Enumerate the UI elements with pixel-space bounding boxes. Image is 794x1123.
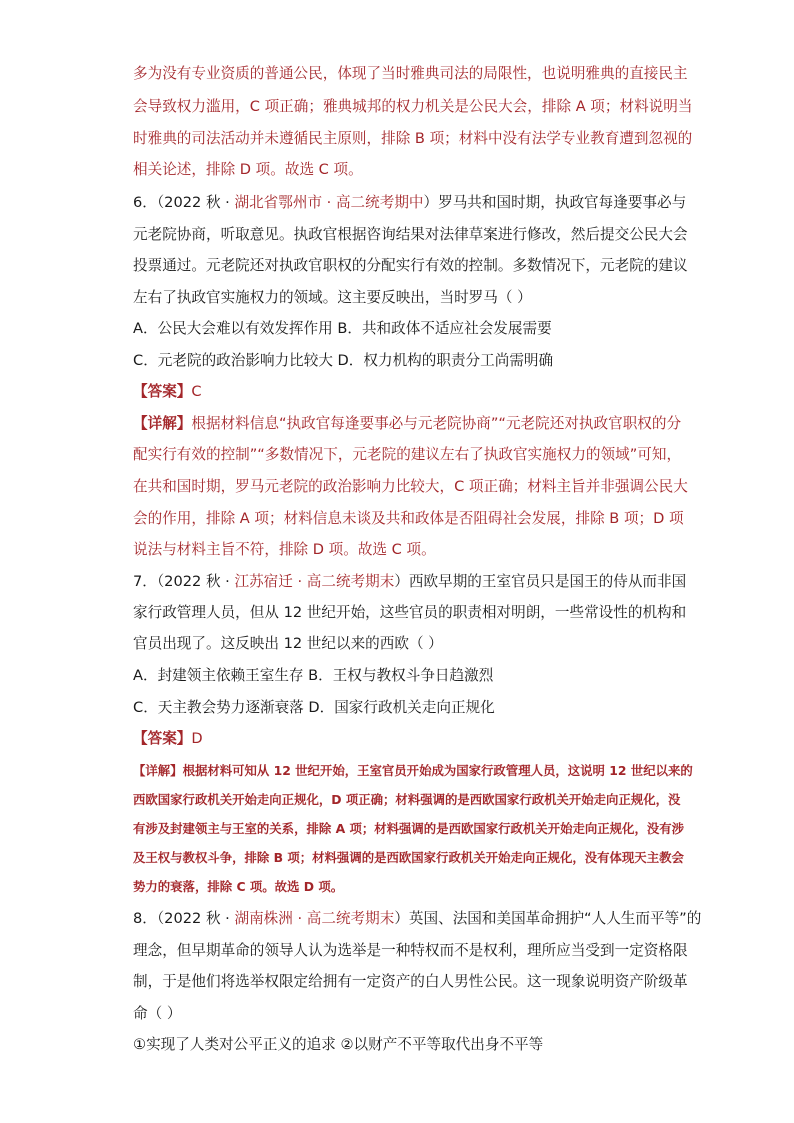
question-8-stem: 8．（2022 秋 · 湖南株洲 · 高二统考期末）英国、法国和美国革命拥护“人人生而平等”的 <box>133 910 702 927</box>
option-line: A．封建领主依赖王室生存 B．王权与教权斗争日趋激烈 <box>133 667 494 684</box>
question-source: 湖南株洲 · 高二统考期末 <box>234 910 395 927</box>
text-line: 会的作用，排除 A 项；材料信息未谈及共和政体是否阻碍社会发展，排除 B 项；D 项 <box>133 510 684 527</box>
question-source: 湖北省鄂州市 · 高二统考期中 <box>234 194 424 211</box>
text-line: 有涉及封建领主与王室的关系，排除 A 项；材料强调的是西欧国家行政机关开始走向正规化，没有涉 <box>133 821 685 836</box>
text-line: 在共和国时期，罗马元老院的政治影响力比较大，C 项正确；材料主旨并非强调公民大 <box>133 478 688 495</box>
text-line: 家行政管理人员，但从 12 世纪开始，这些官员的职责相对明朗，一些常设性的机构和 <box>133 604 687 621</box>
text-line: 命（ ） <box>133 1005 182 1022</box>
answer-line: 【答案】D <box>133 730 203 747</box>
text-line: 相关论述，排除 D 项。故选 C 项。 <box>133 161 363 178</box>
answer-line: 【答案】C <box>133 383 202 400</box>
question-6-stem: 6．（2022 秋 · 湖北省鄂州市 · 高二统考期中）罗马共和国时期，执政官每逢要事必与 <box>133 194 687 211</box>
text-line: 理念，但早期革命的领导人认为选举是一种特权而不是权利，理所应当受到一定资格限 <box>133 942 688 959</box>
option-line: C．天主教会势力逐渐衰落 D．国家行政机关走向正规化 <box>133 699 495 716</box>
text-line: 官员出现了。这反映出 12 世纪以来的西欧（ ） <box>133 635 443 652</box>
question-source: 江苏宿迁 · 高二统考期末 <box>234 573 395 590</box>
text-line: 左右了执政官实施权力的领域。这主要反映出，当时罗马（ ） <box>133 289 532 306</box>
text-line: 及王权与教权斗争，排除 B 项；材料强调的是西欧国家行政机关开始走向正规化，没有体现天主教会 <box>133 850 684 865</box>
option-line: A．公民大会难以有效发挥作用 B．共和政体不适应社会发展需要 <box>133 320 552 337</box>
question-7-stem: 7．（2022 秋 · 江苏宿迁 · 高二统考期末）西欧早期的王室官员只是国王的侍从而非国 <box>133 573 687 590</box>
text-line: 多为没有专业资质的普通公民，体现了当时雅典司法的局限性，也说明雅典的直接民主 <box>133 65 688 82</box>
text-line: 势力的衰落，排除 C 项。故选 D 项。 <box>133 879 344 894</box>
option-line: ①实现了人类对公平正义的追求 ②以财产不平等取代出身不平等 <box>133 1036 544 1053</box>
text-line: 会导致权力滥用，C 项正确；雅典城邦的权力机关是公民大会，排除 A 项；材料说明当 <box>133 98 693 115</box>
text-line: 元老院协商，听取意见。执政官根据咨询结果对法律草案进行修改，然后提交公民大会 <box>133 226 688 243</box>
text-line: 说法与材料主旨不符，排除 D 项。故选 C 项。 <box>133 541 436 558</box>
option-line: C．元老院的政治影响力比较大 D．权力机构的职责分工尚需明确 <box>133 352 554 369</box>
text-line: 时雅典的司法活动并未遵循民主原则，排除 B 项；材料中没有法学专业教育遭到忽视的 <box>133 130 693 147</box>
text-line: 配实行有效的控制”“多数情况下，元老院的建议左右了执政官实施权力的领域”可知， <box>133 446 682 463</box>
text-line: 西欧国家行政机关开始走向正规化，D 项正确；材料强调的是西欧国家行政机关开始走向正规化，没 <box>133 792 681 807</box>
text-line: 投票通过。元老院还对执政官职权的分配实行有效的控制。多数情况下，元老院的建议 <box>133 257 688 274</box>
explanation-line: 【详解】根据材料信息“执政官每逢要事必与元老院协商”“元老院还对执政官职权的分 <box>133 415 682 432</box>
explanation-line: 【详解】根据材料可知从 12 世纪开始，王室官员开始成为国家行政管理人员，这说明 12 世纪以来的 <box>133 763 693 778</box>
text-line: 制，于是他们将选举权限定给拥有一定资产的白人男性公民。这一现象说明资产阶级革 <box>133 973 688 990</box>
